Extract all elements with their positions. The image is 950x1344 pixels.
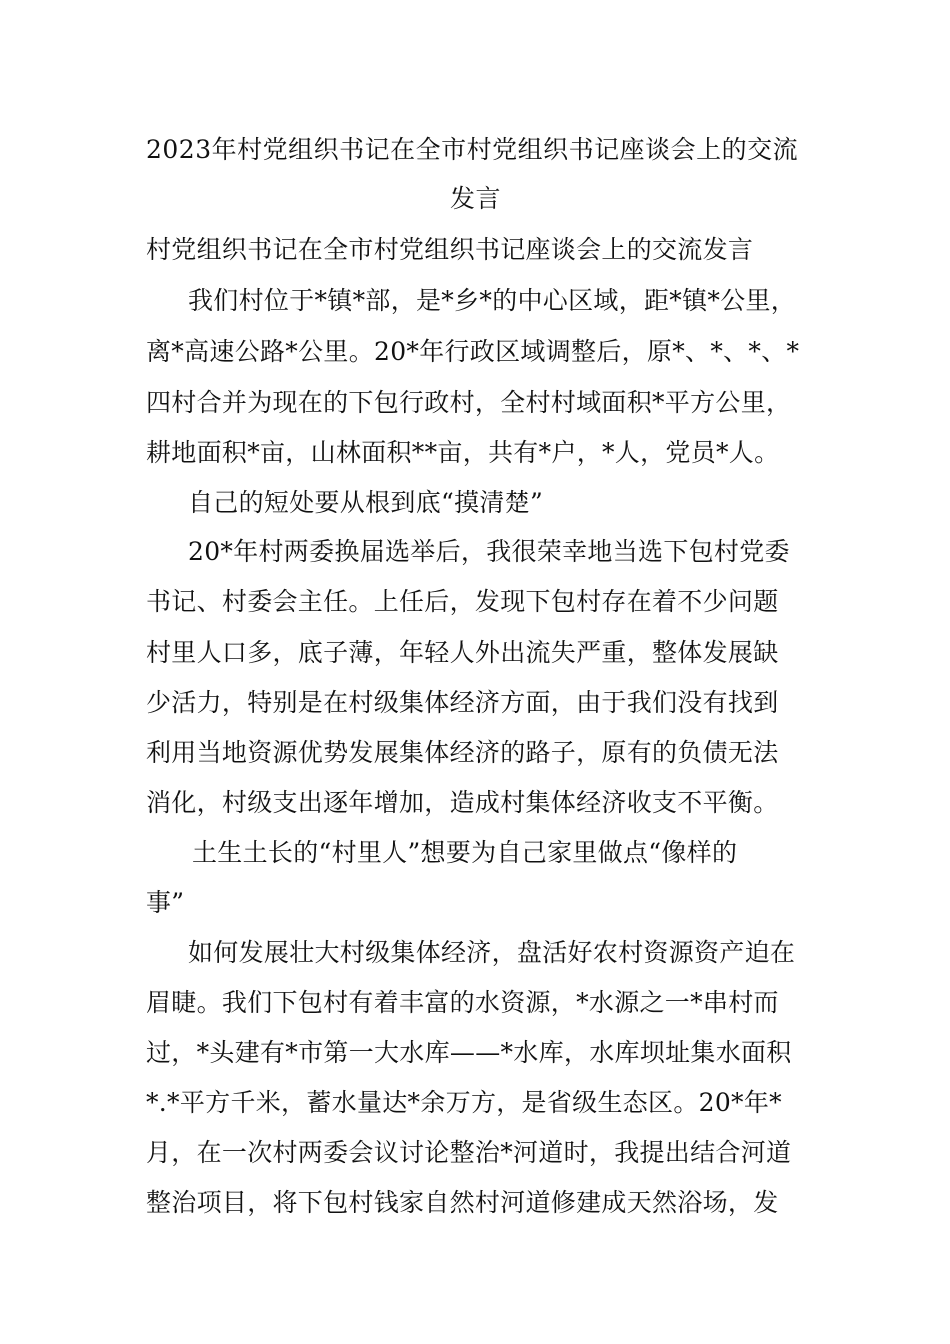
paragraph-line: 眉睫。我们下包村有着丰富的水资源，*水源之一*串村而 [146,988,779,1017]
paragraph-line: 利用当地资源优势发展集体经济的路子，原有的负债无法 [146,738,779,767]
section-heading: 土生土长的“村里人”想要为自己家里做点“像样的 [192,838,738,867]
paragraph-line: 消化，村级支出逐年增加，造成村集体经济收支不平衡。 [146,788,779,817]
section-heading-continuation: 事” [146,888,185,917]
paragraph-line: 四村合并为现在的下包行政村，全村村域面积*平方公里， [146,388,792,417]
paragraph-line: *.*平方千米，蓄水量达*余万方，是省级生态区。20*年* [146,1088,782,1117]
document-subtitle: 村党组织书记在全市村党组织书记座谈会上的交流发言 [146,235,754,264]
paragraph-line: 村里人口多，底子薄，年轻人外出流失严重，整体发展缺 [146,638,779,667]
section-heading: 自己的短处要从根到底“摸清楚” [188,488,544,517]
paragraph-line: 如何发展壮大村级集体经济，盘活好农村资源资产迫在 [188,938,796,967]
paragraph-line: 20*年村两委换届选举后，我很荣幸地当选下包村党委 [188,537,790,566]
paragraph-line: 离*高速公路*公里。20*年行政区域调整后，原*、*、*、* [146,337,800,366]
paragraph-line: 少活力，特别是在村级集体经济方面，由于我们没有找到 [146,688,779,717]
paragraph-line: 整治项目，将下包村钱家自然村河道修建成天然浴场，发 [146,1188,779,1217]
paragraph-line: 过，*头建有*市第一大水库——*水库，水库坝址集水面积 [146,1038,792,1067]
paragraph-line: 书记、村委会主任。上任后，发现下包村存在着不少问题 [146,587,779,616]
document-title-line-2: 发言 [450,184,502,213]
paragraph-line: 耕地面积*亩，山林面积**亩，共有*户，*人，党员*人。 [146,438,780,467]
paragraph-line: 我们村位于*镇*部，是*乡*的中心区域，距*镇*公里， [188,286,797,315]
paragraph-line: 月，在一次村两委会议讨论整治*河道时，我提出结合河道 [146,1138,792,1167]
document-title-line-1: 2023年村党组织书记在全市村党组织书记座谈会上的交流 [146,135,799,164]
